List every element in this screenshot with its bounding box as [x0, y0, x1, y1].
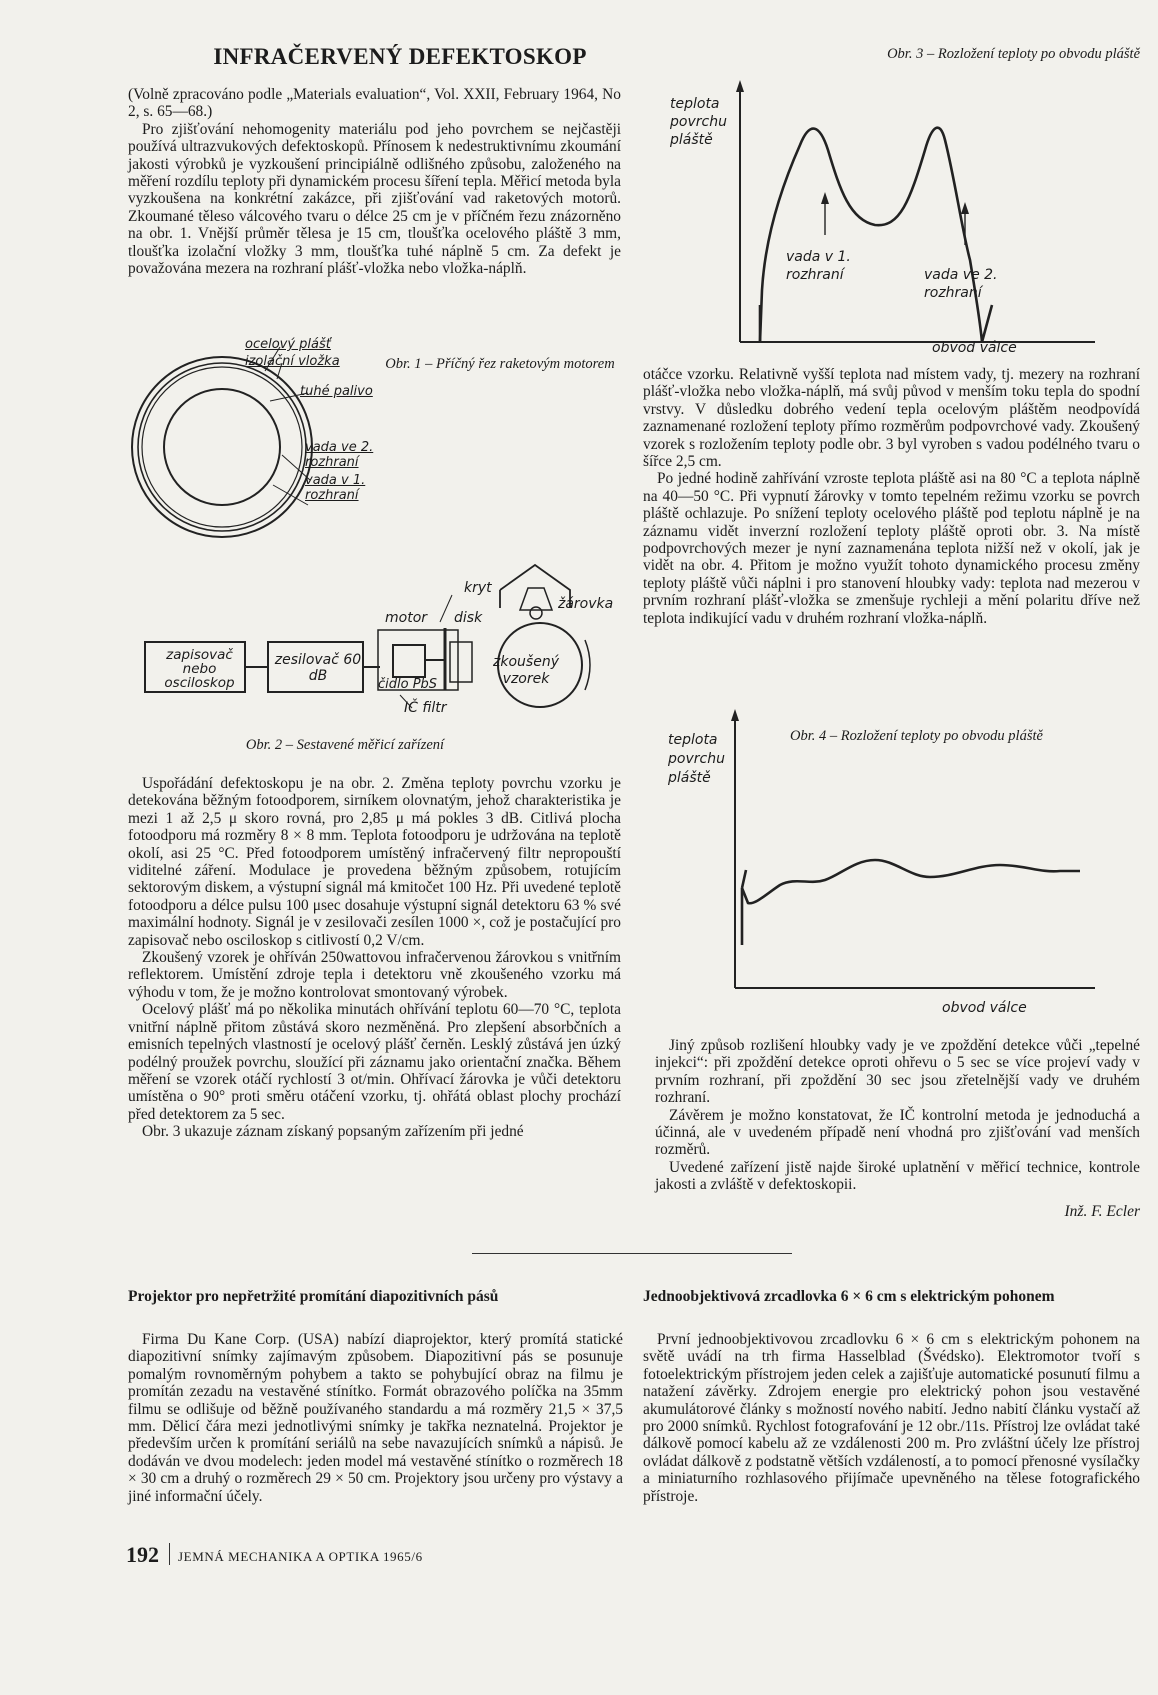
paragraph: Obr. 3 ukazuje záznam získaný popsaným zařízením při jedné [142, 1123, 524, 1141]
article-title: INFRAČERVENÝ DEFEKTOSKOP [213, 44, 587, 69]
short-article-right-title: Jednoobjektivová zrcadlovka 6 × 6 cm s elektrickým pohonem [643, 1288, 1055, 1305]
figure-1-caption: Obr. 1 – Příčný řez raketovým motorem [385, 356, 615, 372]
col2-bottom-text [655, 1037, 1140, 1194]
label-disk: disk [454, 610, 483, 626]
label-cover: kryt [464, 580, 492, 596]
label-bulb: žárovka [558, 596, 614, 612]
source-note: (Volně zpracováno podle „Materials evaluation“, Vol. XXII, February 1964, No 2, s. 65—68.) [128, 86, 621, 121]
figure-3-caption: Obr. 3 – Rozložení teploty po obvodu pláště [887, 46, 1140, 62]
col2-middle-text [643, 366, 1140, 627]
paragraph: Pro zjišťování nehomogenity materiálu pod jeho povrchem se nejčastěji používá ultrazvukových defektoskopů. Přínosem k nedestruktivnímu zkoumání jakosti výrobků je vyzkoušení principiálně odlišného způsobu, založeného na měření rozdílu teploty při dynamickém procesu šíření tepla. Měřicí metoda byla vyzkoušena na konkrétní zakázce, při zjišťování vad raketových motorů. Zkoumané těleso válcového tvaru o délce 25 cm je v příčném řezu znázorněno na obr. 1. Vnější průměr tělesa je 15 cm, tloušťka ocelového pláště 3 mm, tloušťka izolační vložky 3 mm, tloušťka tuhé náplně 5 cm. Za defekt je považována mezera na rozhraní plášť-vložka nebo vložka-náplň. [128, 120, 621, 278]
label-recorder: zapisovač nebo osciloskop [164, 647, 235, 691]
paragraph: Uvedené zařízení jistě najde široké uplatnění v měřicí technice, kontrole jakosti a zvláště v defektoskopii. [655, 1158, 1140, 1194]
paragraph: Uspořádání defektoskopu je na obr. 2. Změna teploty povrchu vzorku je detekována běžným fotoodporem, sirníkem olovnatým, jehož charakteristika je mezi 1 až 2,5 μ skoro rovná, pro 2,85 μ má pokles 3 dB. Citlivá plocha fotoodporu má rozměry 8 × 8 mm. Teplota fotoodporu je udržována na teplotě okolí, asi 25 °C. Před fotoodporem umístěný infračervený filtr nepropouští viditelné záření. Modulace je provedena běžným způsobem, rotujícím sektorovým diskem, a výstupní signál má kmitočet 100 Hz. Při uvedené teplotě fotoodporu a délce pulsu 100 μsec dosahuje výstupní signál detektoru 63 % své maximální hodnoty. Signál je v zesilovači zesílen 1000 ×, což je postačující pro zapisovač nebo osciloskop s citlivostí 0,2 V/cm. [128, 775, 621, 949]
label-insulation: izolační vložka [245, 354, 340, 369]
fig3-ylabel: teplota povrchu pláště [670, 96, 727, 148]
short-article-right-body [643, 1331, 1140, 1505]
solid-fuel-core [164, 389, 280, 505]
label-ir-filter: IČ filtr [404, 700, 447, 716]
label-steel-shell: ocelový plášť [245, 337, 331, 352]
label-solid-fuel: tuhé palivo [300, 384, 373, 399]
fig3-temperature-curve [760, 128, 982, 342]
paragraph: Ocelový plášť má po několika minutách ohřívání teplotu 60—70 °C, teplota vnitřní náplně přitom zůstává skoro nezměněná. Pro zlepšení absorbčních a emisních tepelných vlastností je ocelový plášť černěn. Lesklý zůstává jen úzký podélný proužek povrchu, sloužící při záznamu jako orientační značka. Během měření se vzorek otáčí rychlostí 3 ot/min. Ohřívací žárovka je vůči detektoru umístěna o 90° proti směru otáčení vzorku, tj. ohřátá oblast plochy prochází před detektorem za 5 sec. [128, 1001, 621, 1123]
footer-separator [169, 1543, 170, 1565]
paragraph: Jiný způsob rozlišení hloubky vady je ve zpoždění detekce vůči „tepelné injekci“: při zpoždění detekce oproti ohřevu o 5 sec se více projeví vady v prvním rozhraní, při zpoždění 30 sec jsou zřetelnější vady ve druhém rozhraní. [655, 1037, 1140, 1107]
figure-2-caption: Obr. 2 – Sestavené měřicí zařízení [245, 737, 445, 753]
short-article-left-body [128, 1331, 623, 1505]
short-article-left-title: Projektor pro nepřetržité promítání diapozitivních pásů [128, 1288, 499, 1305]
fig3-xlabel: obvod válce [932, 340, 1017, 356]
paragraph: otáčce vzorku. Relativně vyšší teplota nad místem vady, tj. mezery na rozhraní plášť-vložka nebo vložka-náplň, má svůj původ v menším toku tepla do spodní vrstvy. V důsledku dobrého vedení tepla ocelovým pláštěm neodpovídá zaznamenané rozložení teploty přímo rozměrům podpovrchové vady. Zkoušený vzorek s rozložením teploty podle obr. 3 byl vyroben s vadou podélného tvaru o šířce 2,5 cm. [643, 366, 1140, 471]
outer-steel-shell [132, 357, 312, 537]
label-test-sample: zkoušený vzorek [493, 654, 559, 687]
section-divider [472, 1253, 792, 1254]
paragraph: Závěrem je možno konstatovat, že IČ kontrolní metoda je jednoduchá a účinná, ale v uvedeném případě není vhodná pro zjišťování vad menších rozměrů. [655, 1106, 1140, 1159]
author: Inž. F. Ecler [1064, 1203, 1140, 1220]
label-amplifier: zesilovač 60 dB [274, 652, 362, 684]
fig4-ylabel: teplota povrchu pláště [668, 732, 725, 786]
paragraph: První jednoobjektivovou zrcadlovku 6 × 6 cm s elektrickým pohonem na světě uvádí na trh firma Hasselblad (Švédsko). Elektromotor tvoří s fotoelektrickým přístrojem jeden celek a zajišťuje automatické posunutí filmu a natažení závěrky. Zdrojem energie pro elektrický pohon jsou vestavěné akumulátorové články s možností nového nabití. Jedno nabití článku vystačí až pro 2000 snímků. Rychlost fotografování je 12 obr./11s. Přístroj lze ovládat také dálkově pomocí kabelu až ze vzdálenosti 200 m. Pro zvláštní účely lze přístroj ovládat dálkově z podstatně větších vzdáleností, a to pomocí přenosné vysílačky a miniaturního rozhlasového přijímače upevněného na tělese fotografického přístroje. [643, 1331, 1140, 1505]
journal-name: JEMNÁ MECHANIKA A OPTIKA 1965/6 [178, 1549, 423, 1564]
figure-2-setup [140, 560, 620, 730]
figure-4-caption: Obr. 4 – Rozložení teploty po obvodu pláště [790, 728, 1043, 744]
paragraph: Po jedné hodině zahřívání vzroste teplota pláště asi na 80 °C a teplota náplně na 40—50 °C. Při vypnutí žárovky v tomto tepelném režimu vzorku se povrch pláště ochlazuje. Po snížení teploty ocelového pláště pod teplotu náplně je na záznamu vidět inverzní rozložení teploty pláště oproti obr. 3. Na místě podpovrchových mezer je nyní zaznamenána teplota nižší než v okolí, jak je vidět na obr. 4. Přitom je možno využít tohoto dynamického procesu změny teploty pláště vůči náplni i pro stanovení hloubky vady: teplota nad mezerou v prvním rozhraní plášť-vložka se zmenšuje rychleji a mění polaritu dříve než teplota indikující vadu v druhém rozhraní vložka-náplň. [643, 470, 1140, 627]
label-defect-1: vada v 1. rozhraní [305, 473, 366, 503]
paragraph: Firma Du Kane Corp. (USA) nabízí diaprojektor, který promítá statické diapozitivní snímky zajímavým způsobem. Diapozitivní pás se posunuje pomalým rovnoměrným pohybem a takto se pohybující obraz na filmu je promítán zezadu na vestavěné stínítko. Formát obrazového políčka na 35mm filmu se odlišuje od běžně používaného standardu a má rozměry 21,5 × 37,5 mm. Dělicí čára mezi jednotlivými snímky je takřka neznatelná. Projektor je především určen k promítání seriálů na sebe navazujících snímků a nápisů. Je dodáván ve dvou modelech: jeden model má vestavěné stínítko o rozměrech 18 × 30 cm a druhý o rozměrech 29 × 50 cm. Projektory jsou určeny pro výstavy a jiné informační účely. [128, 1331, 623, 1505]
paragraph: Zkoušený vzorek je ohříván 250wattovou infračervenou žárovkou s vnitřním reflektorem. Umístění zdroje tepla i detektoru vně zkoušeného vzorku má výhodu v tom, že je možno kontrolovat smontovaný výrobek. [128, 949, 621, 1001]
label-motor: motor [385, 610, 428, 626]
fig3-annotation-2: vada ve 2. rozhraní [924, 267, 998, 301]
page-number: 192 [126, 1542, 159, 1567]
fig4-xlabel: obvod válce [942, 1000, 1027, 1016]
col1-bottom-text [128, 775, 621, 1141]
col1-top-text [128, 86, 621, 277]
fig3-annotation-1: vada v 1. rozhraní [786, 249, 851, 283]
fig4-temperature-curve [742, 860, 1080, 903]
label-pbs-sensor: čidlo PbS [378, 677, 438, 692]
inner-boundary [142, 367, 302, 527]
label-defect-2: vada ve 2. rozhraní [305, 440, 374, 470]
